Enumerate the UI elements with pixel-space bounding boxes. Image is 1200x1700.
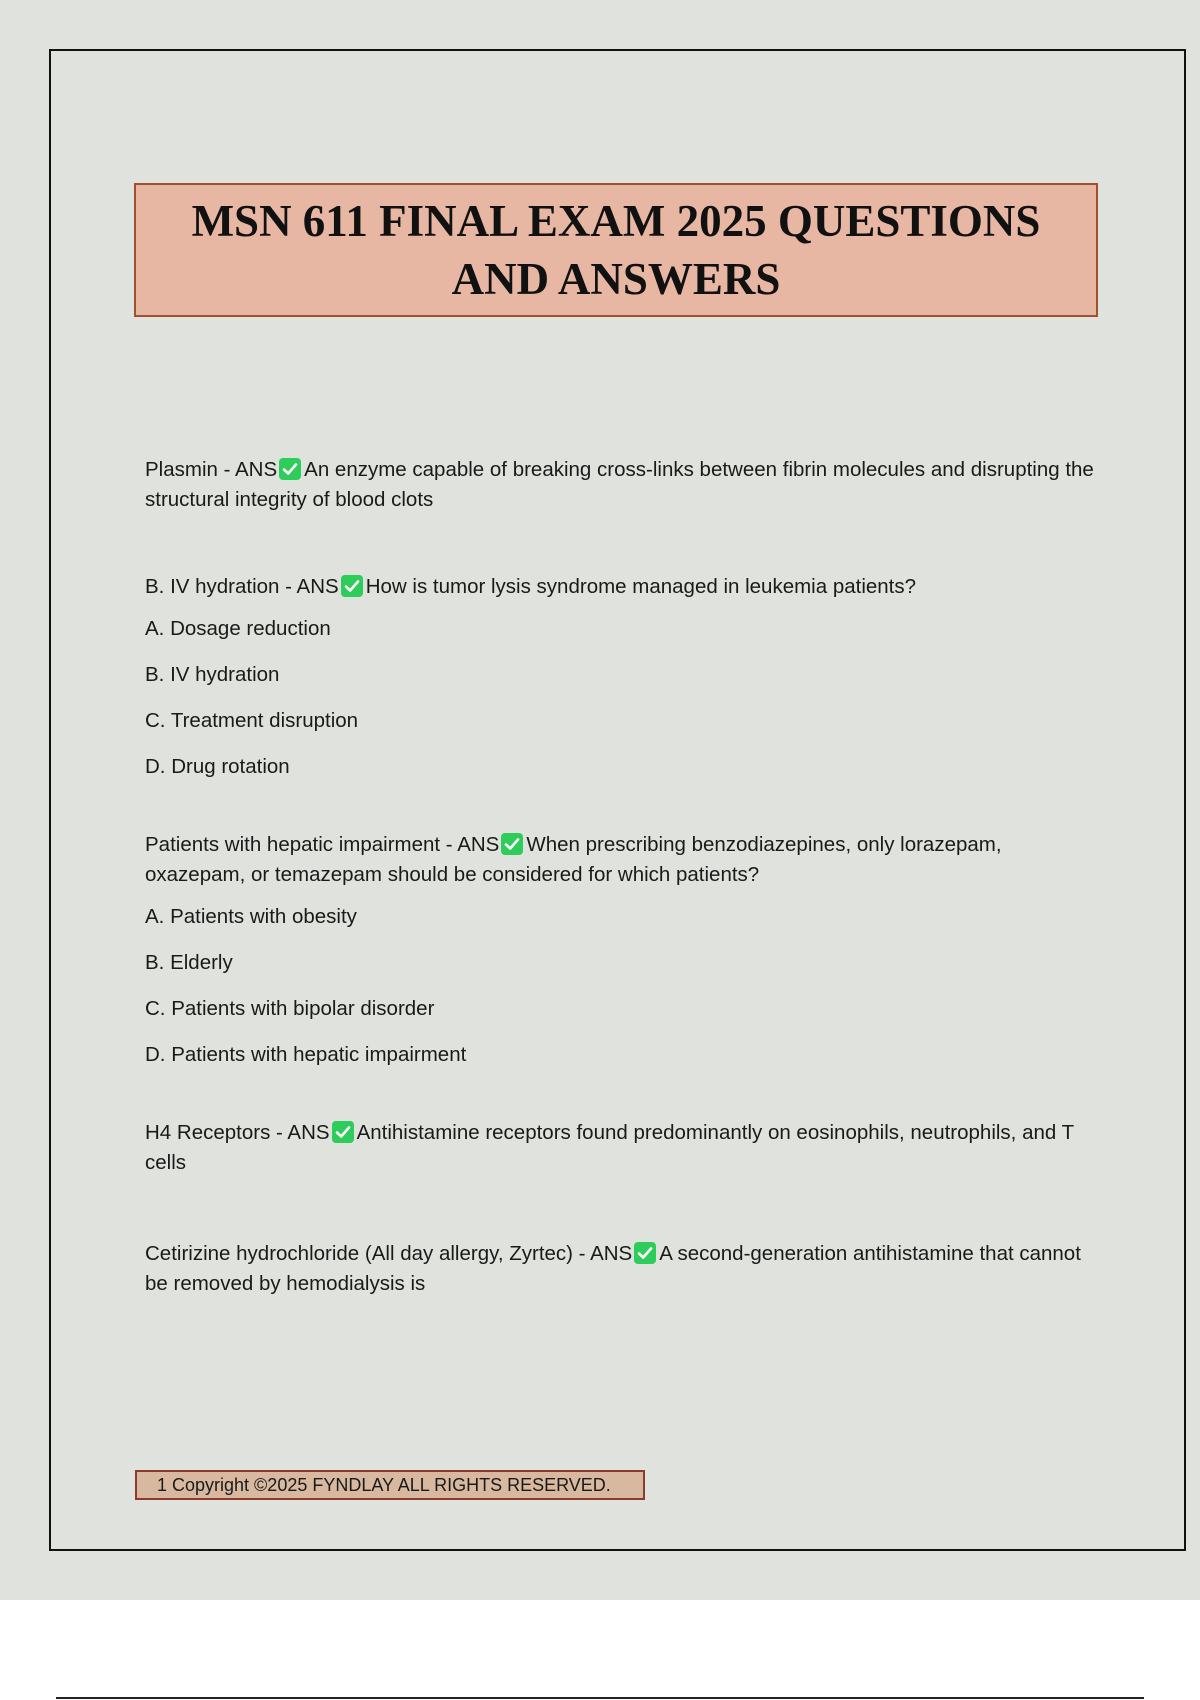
qa-line [145, 572, 1105, 602]
copyright-footer: 1 Copyright ©2025 FYNDLAY ALL RIGHTS RESERVED. [135, 1470, 645, 1500]
title-banner [134, 183, 1098, 317]
qa-entry [145, 455, 1105, 515]
qa-line [145, 1239, 1105, 1299]
qa-line [145, 455, 1105, 515]
answer-text: B. IV hydration - ANS [145, 575, 339, 598]
qa-entry [145, 1239, 1105, 1299]
option-item: B. Elderly [145, 951, 233, 974]
check-mark-icon [332, 1121, 354, 1143]
check-mark-icon [341, 575, 363, 597]
qa-content [145, 455, 1105, 1299]
qa-entry [145, 572, 1105, 782]
check-mark-icon [279, 458, 301, 480]
question-text: An enzyme capable of breaking cross-links between fibrin molecules and disrupting the structural integrity of blood clots [145, 458, 1094, 511]
check-mark-icon [634, 1242, 656, 1264]
option-item: A. Patients with obesity [145, 905, 357, 928]
question-text: Antihistamine receptors found predominantly on eosinophils, neutrophils, and T cells [145, 1121, 1074, 1174]
option-list [145, 902, 1105, 1070]
option-item: C. Patients with bipolar disorder [145, 997, 435, 1020]
qa-line [145, 1118, 1105, 1178]
option-item: D. Patients with hepatic impairment [145, 1043, 467, 1066]
question-text: When prescribing benzodiazepines, only lorazepam, oxazepam, or temazepam should be considered for which patients? [145, 833, 1002, 886]
check-mark-icon [501, 833, 523, 855]
question-text: A second-generation antihistamine that cannot be removed by hemodialysis is [145, 1242, 1081, 1295]
option-item: C. Treatment disruption [145, 709, 359, 732]
answer-text: Patients with hepatic impairment - ANS [145, 833, 500, 856]
option-list [145, 614, 1105, 782]
option-item: A. Dosage reduction [145, 617, 331, 640]
option-item: D. Drug rotation [145, 755, 290, 778]
question-text: How is tumor lysis syndrome managed in leukemia patients? [365, 575, 917, 598]
page-title: MSN 611 FINAL EXAM 2025 QUESTIONS AND ANSWERS [191, 196, 1041, 304]
answer-text: H4 Receptors - ANS [145, 1121, 330, 1144]
answer-text: Plasmin - ANS [145, 458, 278, 481]
qa-line [145, 830, 1105, 890]
bottom-divider [56, 1697, 1144, 1699]
answer-text: Cetirizine hydrochloride (All day allergy, Zyrtec) - ANS [145, 1242, 633, 1265]
option-item: B. IV hydration [145, 663, 280, 686]
qa-entry [145, 1118, 1105, 1178]
qa-entry [145, 830, 1105, 1070]
